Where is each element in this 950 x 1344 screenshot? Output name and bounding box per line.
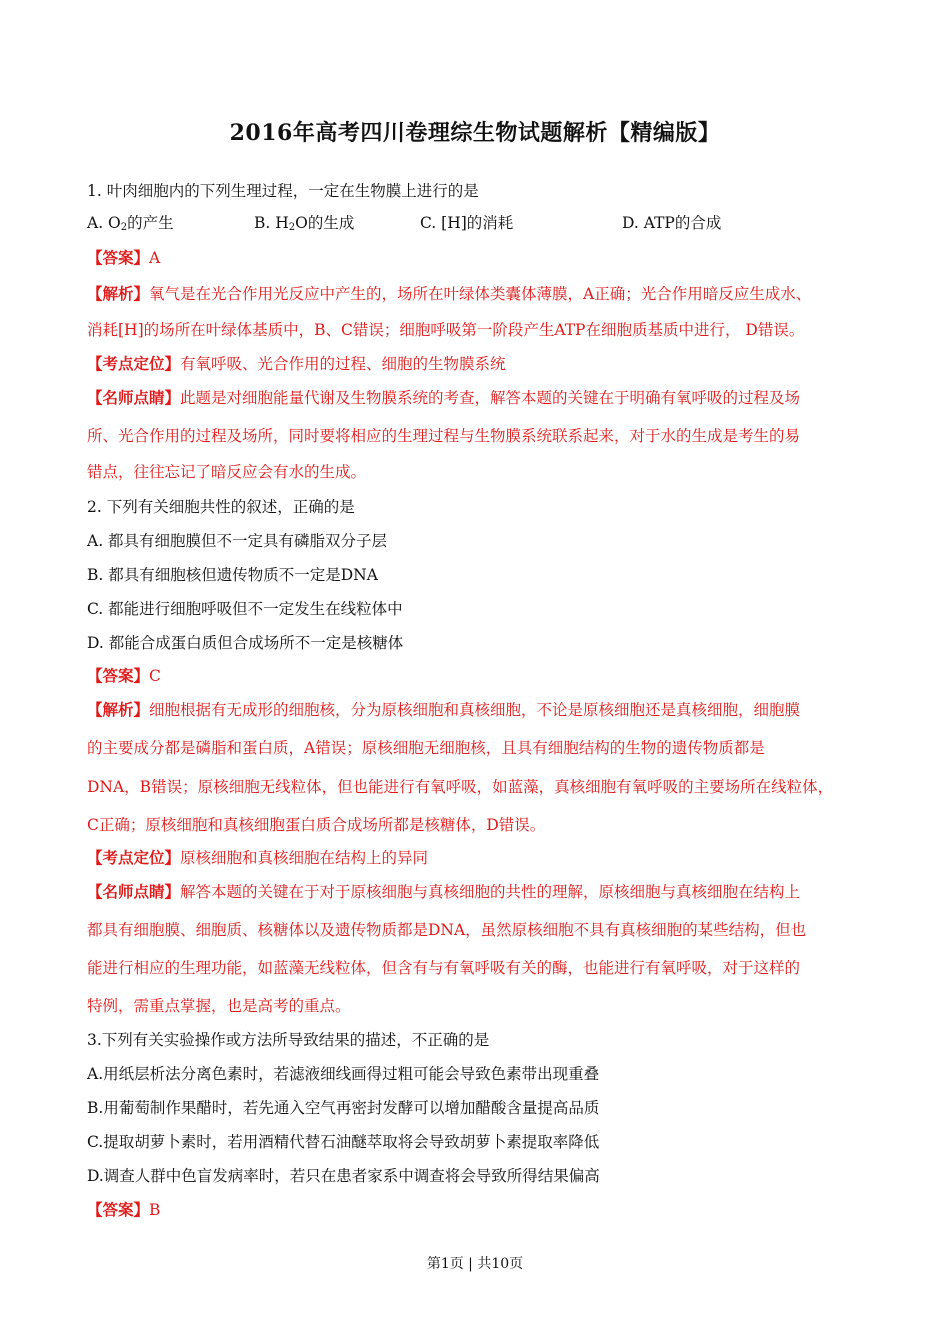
document-title: 2016年高考四川卷理综生物试题解析【精编版】 bbox=[229, 120, 721, 146]
q1-option-a: A. $O_2$的产生 bbox=[87, 214, 174, 233]
q2-option-d: D. 都能合成蛋白质但合成场所不一定是核糖体 bbox=[87, 634, 404, 652]
q3-answer: 【答案】B bbox=[87, 1200, 161, 1219]
q3-option-d: D.调查人群中色盲发病率时，若只在患者家系中调查将会导致所得结果偏高 bbox=[87, 1167, 600, 1185]
q1-comment-cont-1: 所、光合作用的过程及场所，同时要将相应的生理过程与生物膜系统联系起来，对于水的生成是考生的易 bbox=[87, 427, 801, 445]
q3-option-a: A.用纸层析法分离色素时，若滤液细线画得过粗可能会导致色素带出现重叠 bbox=[87, 1065, 600, 1083]
q2-analysis-cont-2: DNA，B错误；原核细胞无线粒体，但也能进行有氧呼吸，如蓝藻，真核细胞有氧呼吸的主要场所在线粒体， bbox=[87, 778, 834, 796]
q1-analysis-cont: 消耗[H]的场所在叶绿体基质中，B、C错误；细胞呼吸第一阶段产生ATP在细胞质基质中进行， D错误。 bbox=[87, 321, 805, 339]
q1-stem: 1. 叶肉细胞内的下列生理过程，一定在生物膜上进行的是 bbox=[87, 182, 479, 200]
q3-option-c: C.提取胡萝卜素时，若用酒精代替石油醚萃取将会导致胡萝卜素提取率降低 bbox=[87, 1133, 600, 1151]
q2-comment: 【名师点睛】解答本题的关键在于对于原核细胞与真核细胞的共性的理解，原核细胞与真核细胞在结构上 bbox=[87, 882, 801, 901]
q1-comment-cont-2: 错点，往往忘记了暗反应会有水的生成。 bbox=[87, 463, 367, 481]
q2-analysis: 【解析】细胞根据有无成形的细胞核，分为原核细胞和真核细胞，不论是原核细胞还是真核细胞，细胞膜 bbox=[87, 700, 801, 719]
q1-answer: 【答案】A bbox=[87, 248, 161, 267]
q1-option-c: C. [H]的消耗 bbox=[420, 214, 514, 232]
q2-answer: 【答案】C bbox=[87, 666, 161, 685]
q2-analysis-cont-1: 的主要成分都是磷脂和蛋白质，A错误；原核细胞无细胞核，且具有细胞结构的生物的遗传物质都是 bbox=[87, 739, 765, 757]
q3-stem: 3.下列有关实验操作或方法所导致结果的描述，不正确的是 bbox=[87, 1031, 490, 1049]
q2-option-a: A. 都具有细胞膜但不一定具有磷脂双分子层 bbox=[87, 532, 388, 550]
q2-location: 【考点定位】原核细胞和真核细胞在结构上的异同 bbox=[87, 848, 429, 867]
q2-comment-cont-2: 能进行相应的生理功能，如蓝藻无线粒体，但含有与有氧呼吸有关的酶，也能进行有氧呼吸，对于这样的 bbox=[87, 959, 801, 977]
q2-option-b: B. 都具有细胞核但遗传物质不一定是DNA bbox=[87, 566, 378, 584]
q1-analysis: 【解析】氧气是在光合作用光反应中产生的，场所在叶绿体类囊体薄膜，A正确；光合作用暗反应生成水、 bbox=[87, 284, 812, 303]
q2-option-c: C. 都能进行细胞呼吸但不一定发生在线粒体中 bbox=[87, 600, 403, 618]
q3-option-b: B.用葡萄制作果醋时，若先通入空气再密封发酵可以增加醋酸含量提高品质 bbox=[87, 1099, 600, 1117]
q2-stem: 2. 下列有关细胞共性的叙述，正确的是 bbox=[87, 498, 355, 516]
q1-option-b: B. $H_2O$的生成 bbox=[254, 214, 355, 233]
q1-option-d: D. ATP的合成 bbox=[622, 214, 722, 232]
page-footer: 第1页 | 共10页 bbox=[426, 1256, 524, 1272]
q2-analysis-cont-3: C正确；原核细胞和真核细胞蛋白质合成场所都是核糖体，D错误。 bbox=[87, 816, 546, 834]
q1-location: 【考点定位】有氧呼吸、光合作用的过程、细胞的生物膜系统 bbox=[87, 354, 506, 373]
q2-comment-cont-1: 都具有细胞膜、细胞质、核糖体以及遗传物质都是DNA，虽然原核细胞不具有真核细胞的某些结构，但也 bbox=[87, 921, 807, 939]
q2-comment-cont-3: 特例，需重点掌握，也是高考的重点。 bbox=[87, 997, 351, 1015]
q1-comment: 【名师点睛】此题是对细胞能量代谢及生物膜系统的考查，解答本题的关键在于明确有氧呼吸的过程及场 bbox=[87, 388, 801, 407]
